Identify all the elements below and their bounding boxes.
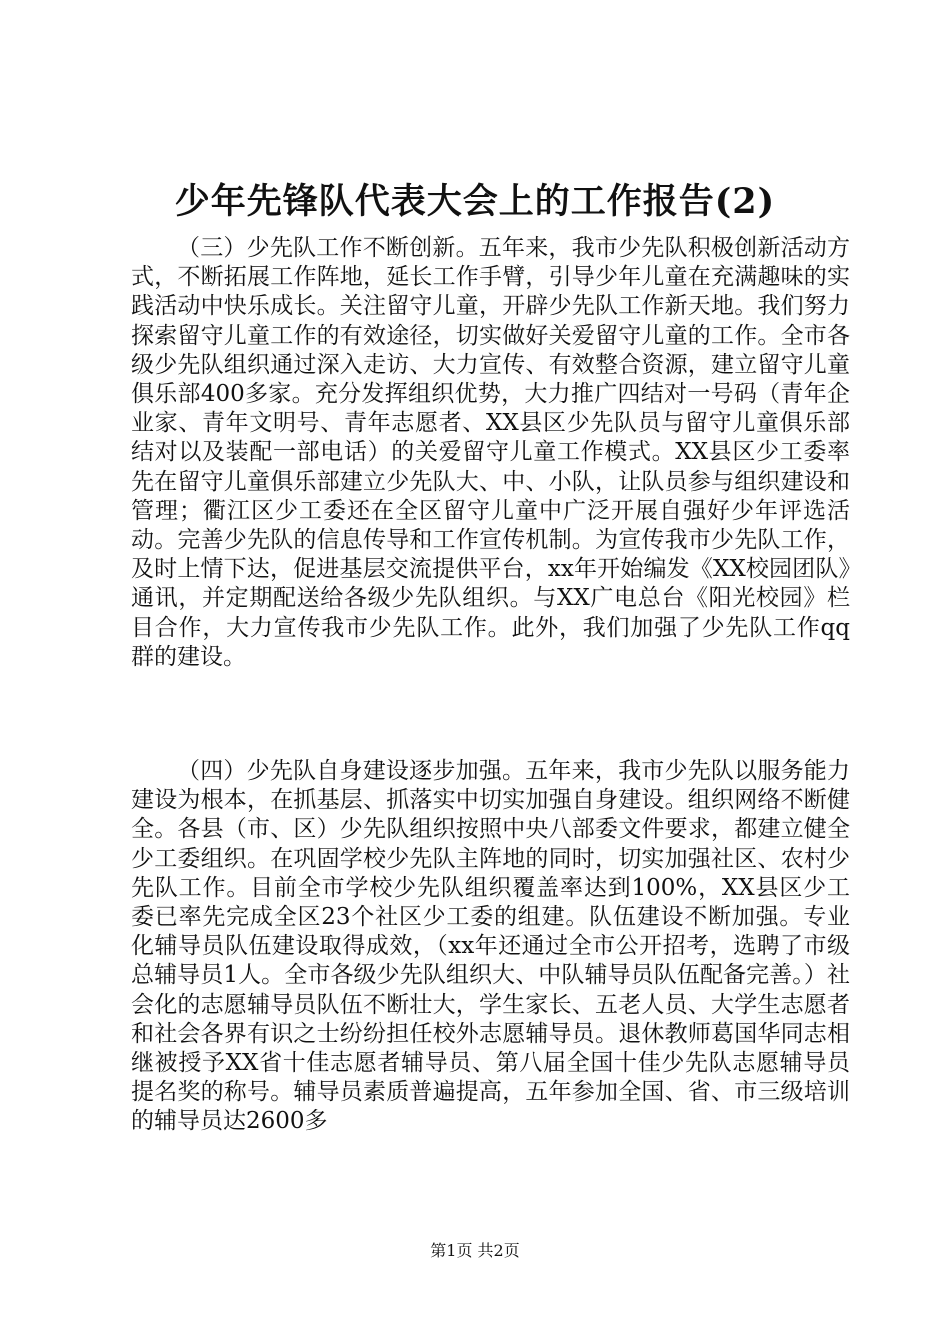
- paragraph-section-three: （三）少先队工作不断创新。五年来，我市少先队积极创新活动方式，不断拓展工作阵地，延长工作手臂，引导少年儿童在充满趣味的实践活动中快乐成长。关注留守儿童，开辟少先队工作新天地。我们努力探索留守儿童工作的有效途径，切实做好关爱留守儿童的工作。全市各级少先队组织通过深入走访、大力宣传、有效整合资源，建立留守儿童俱乐部400多家。充分发挥组织优势，大力推广四结对一号码（青年企业家、青年文明号、青年志愿者、XX县区少先队员与留守儿童俱乐部结对以及装配一部电话）的关爱留守儿童工作模式。XX县区少工委率先在留守儿童俱乐部建立少先队大、中、小队，让队员参与组织建设和管理；衢江区少工委还在全区留守儿童中广泛开展自强好少年评选活动。完善少先队的信息传导和工作宣传机制。为宣传我市少先队工作，及时上情下达，促进基层交流提供平台，xx年开始编发《XX校园团队》通讯，并定期配送给各级少先队组织。与XX广电总台《阳光校园》栏目合作，大力宣传我市少先队工作。此外，我们加强了少先队工作qq群的建设。: [131, 235, 850, 670]
- page-total: 共2页: [477, 1241, 520, 1260]
- paragraph-section-four: （四）少先队自身建设逐步加强。五年来，我市少先队以服务能力建设为根本，在抓基层、抓落实中切实加强自身建设。组织网络不断健全。各县（市、区）少先队组织按照中央八部委文件要求，都建立健全少工委组织。在巩固学校少先队主阵地的同时，切实加强社区、农村少先队工作。目前全市学校少先队组织覆盖率达到100%，XX县区少工委已率先完成全区23个社区少工委的组建。队伍建设不断加强。专业化辅导员队伍建设取得成效，（xx年还通过全市公开招考，选聘了市级总辅导员1人。全市各级少先队组织大、中队辅导员队伍配备完善。）社会化的志愿辅导员队伍不断壮大，学生家长、五老人员、大学生志愿者和社会各界有识之士纷纷担任校外志愿辅导员。退休教师葛国华同志相继被授予XX省十佳志愿者辅导员、第八届全国十佳少先队志愿辅导员提名奖的称号。辅导员素质普遍提高，五年参加全国、省、市三级培训的辅导员达2600多: [131, 758, 850, 1135]
- page-number: 第1页: [430, 1241, 473, 1260]
- page-footer: [0, 1241, 950, 1261]
- document-title: 少年先锋队代表大会上的工作报告(2): [174, 181, 776, 222]
